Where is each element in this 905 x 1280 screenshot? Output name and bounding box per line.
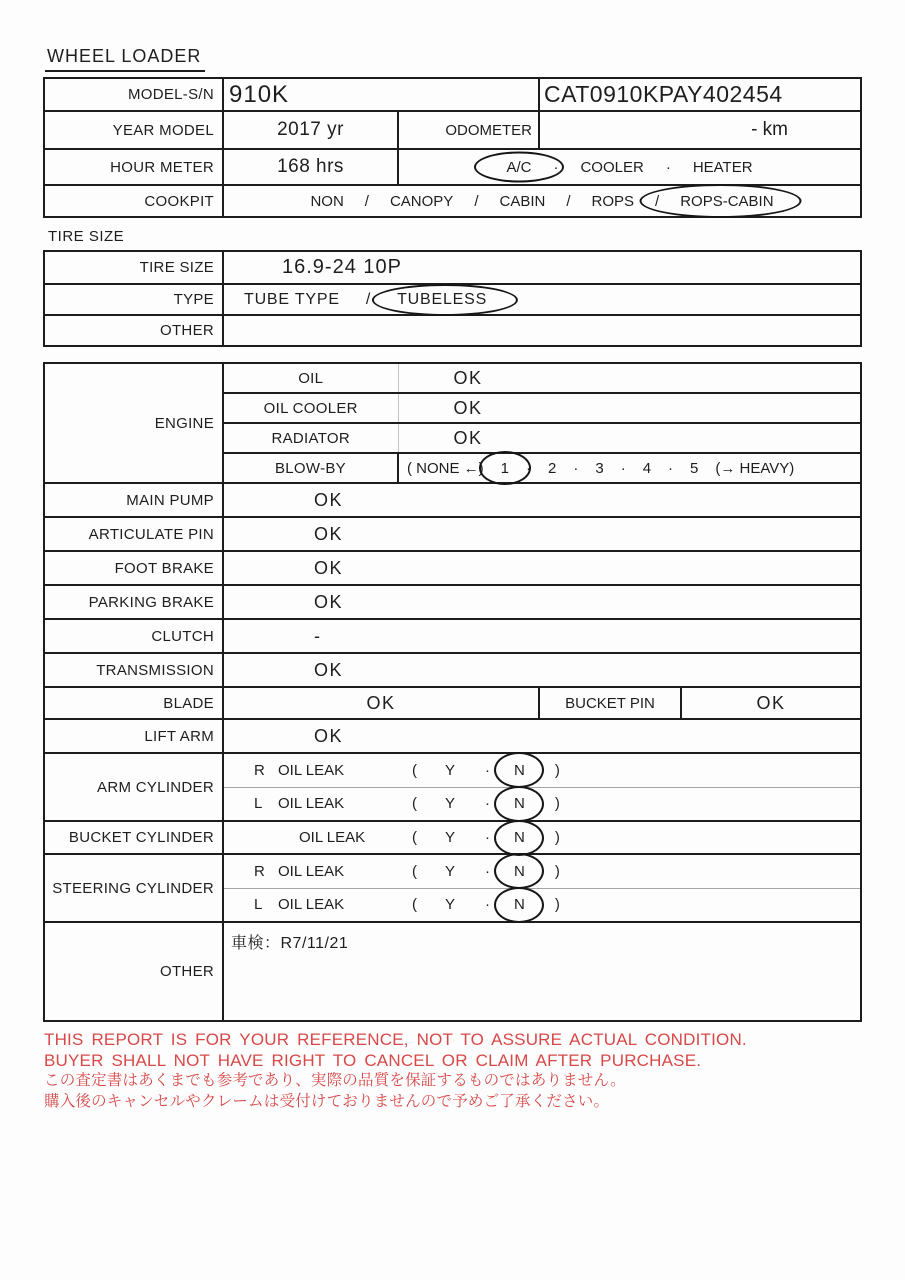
tire-table (43, 250, 862, 347)
paren-close: ) (554, 862, 560, 880)
engine-label: ENGINE (44, 363, 223, 483)
clutch-value: - (223, 619, 861, 653)
bucket-cylinder-cell (223, 821, 861, 854)
no-option-circled: N (514, 896, 525, 913)
yes-option: Y (445, 862, 456, 880)
paren-close: ) (554, 795, 560, 813)
yes-option: Y (445, 829, 456, 846)
transmission-label: TRANSMISSION (44, 653, 223, 687)
side-l-label: L (254, 896, 263, 914)
odometer-label: ODOMETER (398, 111, 539, 149)
ac-options-cell (398, 149, 861, 185)
paren-close: ) (554, 829, 560, 846)
oil-leak-label: OIL LEAK (299, 829, 366, 846)
steering-cylinder-r-cell (223, 854, 861, 888)
side-l-label: L (254, 795, 263, 813)
separator: · (485, 795, 491, 813)
paren-open: ( (412, 829, 417, 846)
arm-cylinder-r-cell (223, 753, 861, 787)
arm-cylinder-l-cell (223, 787, 861, 821)
yes-option: Y (445, 896, 456, 914)
hour-meter-value: 168 hrs (223, 149, 398, 185)
other-value: 車検：R7/11/21 (223, 922, 861, 1021)
separator: / (566, 192, 571, 210)
transmission-value: OK (223, 653, 861, 687)
foot-brake-label: FOOT BRAKE (44, 551, 223, 585)
paren-open: ( (412, 896, 417, 914)
main-pump-label: MAIN PUMP (44, 483, 223, 517)
inspection-table (43, 362, 862, 1022)
separator: · (573, 459, 579, 477)
blowby-none-label: ( NONE ←) (407, 459, 484, 477)
cooler-option: COOLER (580, 158, 644, 176)
cookpit-option-non: NON (310, 192, 344, 210)
separator: / (655, 192, 660, 210)
separator: · (526, 459, 532, 477)
blowby-rating-2: 2 (548, 459, 557, 477)
serial-number-value: CAT0910KPAY402454 (539, 78, 861, 111)
no-option-circled: N (514, 762, 525, 779)
tire-type-label: TYPE (44, 284, 223, 315)
separator: / (364, 192, 369, 210)
engine-radiator-value: OK (398, 423, 861, 453)
bucket-pin-value: OK (681, 687, 861, 719)
lift-arm-value: OK (223, 719, 861, 753)
parking-brake-label: PARKING BRAKE (44, 585, 223, 619)
no-option-circled: N (514, 829, 525, 846)
ac-option-circled: A/C (506, 159, 531, 176)
tire-size-label: TIRE SIZE (44, 251, 223, 284)
blowby-rating-3: 3 (595, 459, 604, 477)
separator: · (485, 862, 491, 880)
steering-cylinder-l-cell (223, 888, 861, 922)
paren-open: ( (412, 761, 417, 779)
tube-type-option: TUBE TYPE (244, 290, 340, 308)
blowby-heavy-label: (→ HEAVY) (715, 459, 795, 477)
cookpit-options-cell (223, 185, 861, 217)
engine-radiator-label: RADIATOR (223, 423, 398, 453)
oil-leak-label: OIL LEAK (278, 795, 345, 813)
header-table (43, 77, 862, 218)
articulate-pin-label: ARTICULATE PIN (44, 517, 223, 551)
separator: · (553, 158, 559, 176)
blowby-rating-5: 5 (690, 459, 699, 477)
separator: · (665, 158, 671, 176)
cookpit-option-cabin: CABIN (499, 192, 546, 210)
separator: · (485, 761, 491, 779)
blade-label: BLADE (44, 687, 223, 719)
parking-brake-value: OK (223, 585, 861, 619)
engine-oil-cooler-label: OIL COOLER (223, 393, 398, 423)
oil-leak-label: OIL LEAK (278, 862, 345, 880)
engine-oil-label: OIL (223, 363, 398, 393)
disclaimer-line-4: 購入後のキャンセルやクレームは受付けておりませんので予めご了承ください。 (44, 1092, 610, 1110)
engine-blowby-label: BLOW-BY (223, 453, 398, 483)
no-option-circled: N (514, 863, 525, 880)
engine-oil-cooler-value: OK (398, 393, 861, 423)
engine-blowby-scale-cell (398, 453, 861, 483)
model-sn-label: MODEL-S/N (44, 78, 223, 111)
bucket-pin-label: BUCKET PIN (539, 687, 681, 719)
cookpit-option-circled: ROPS-CABIN (680, 193, 773, 210)
separator: · (620, 459, 626, 477)
tire-type-cell (223, 284, 861, 315)
separator: / (474, 192, 479, 210)
paren-close: ) (554, 761, 560, 779)
side-r-label: R (254, 761, 265, 779)
blade-value: OK (223, 687, 539, 719)
oil-leak-label: OIL LEAK (278, 761, 345, 779)
blowby-rating-4: 4 (642, 459, 652, 477)
bucket-cylinder-label: BUCKET CYLINDER (44, 821, 223, 854)
cookpit-label: COOKPIT (44, 185, 223, 217)
separator: · (668, 459, 674, 477)
lift-arm-label: LIFT ARM (44, 719, 223, 753)
separator: · (485, 829, 491, 846)
hour-meter-label: HOUR METER (44, 149, 223, 185)
paren-open: ( (412, 862, 417, 880)
yes-option: Y (445, 761, 456, 779)
disclaimer-block (44, 1030, 747, 1112)
arm-cylinder-label: ARM CYLINDER (44, 753, 223, 821)
tire-other-label: OTHER (44, 315, 223, 346)
articulate-pin-value: OK (223, 517, 861, 551)
side-r-label: R (254, 862, 265, 880)
year-model-value: 2017 yr (223, 111, 398, 149)
engine-oil-value: OK (398, 363, 861, 393)
separator: / (365, 290, 372, 308)
tire-size-value: 16.9-24 10P (223, 251, 861, 284)
paren-close: ) (554, 896, 560, 914)
page-title: WHEEL LOADER (45, 46, 205, 72)
year-model-label: YEAR MODEL (44, 111, 223, 149)
disclaimer-line-2: BUYER SHALL NOT HAVE RIGHT TO CANCEL OR CLAIM AFTER PURCHASE. (44, 1050, 702, 1070)
other-label: OTHER (44, 922, 223, 1021)
main-pump-value: OK (223, 483, 861, 517)
oil-leak-label: OIL LEAK (278, 896, 345, 914)
foot-brake-value: OK (223, 551, 861, 585)
model-sn-value: 910K (223, 78, 539, 111)
odometer-value: - km (539, 111, 861, 149)
heater-option: HEATER (692, 158, 753, 176)
no-option-circled: N (514, 795, 525, 812)
steering-cylinder-label: STEERING CYLINDER (44, 854, 223, 922)
disclaimer-line-3: この査定書はあくまでも参考であり、実際の品質を保証するものではありません。 (44, 1072, 626, 1089)
blowby-rating-circled: 1 (501, 460, 509, 477)
tire-other-value (223, 315, 861, 346)
paren-open: ( (412, 795, 417, 813)
disclaimer-line-1: THIS REPORT IS FOR YOUR REFERENCE, NOT TO ASSURE ACTUAL CONDITION. (44, 1030, 747, 1049)
cookpit-option-rops: ROPS (591, 192, 635, 210)
tubeless-option-circled: TUBELESS (397, 291, 487, 309)
separator: · (485, 896, 491, 914)
tire-section-label: TIRE SIZE (48, 228, 125, 245)
yes-option: Y (445, 795, 456, 813)
clutch-label: CLUTCH (44, 619, 223, 653)
cookpit-option-canopy: CANOPY (389, 192, 454, 210)
